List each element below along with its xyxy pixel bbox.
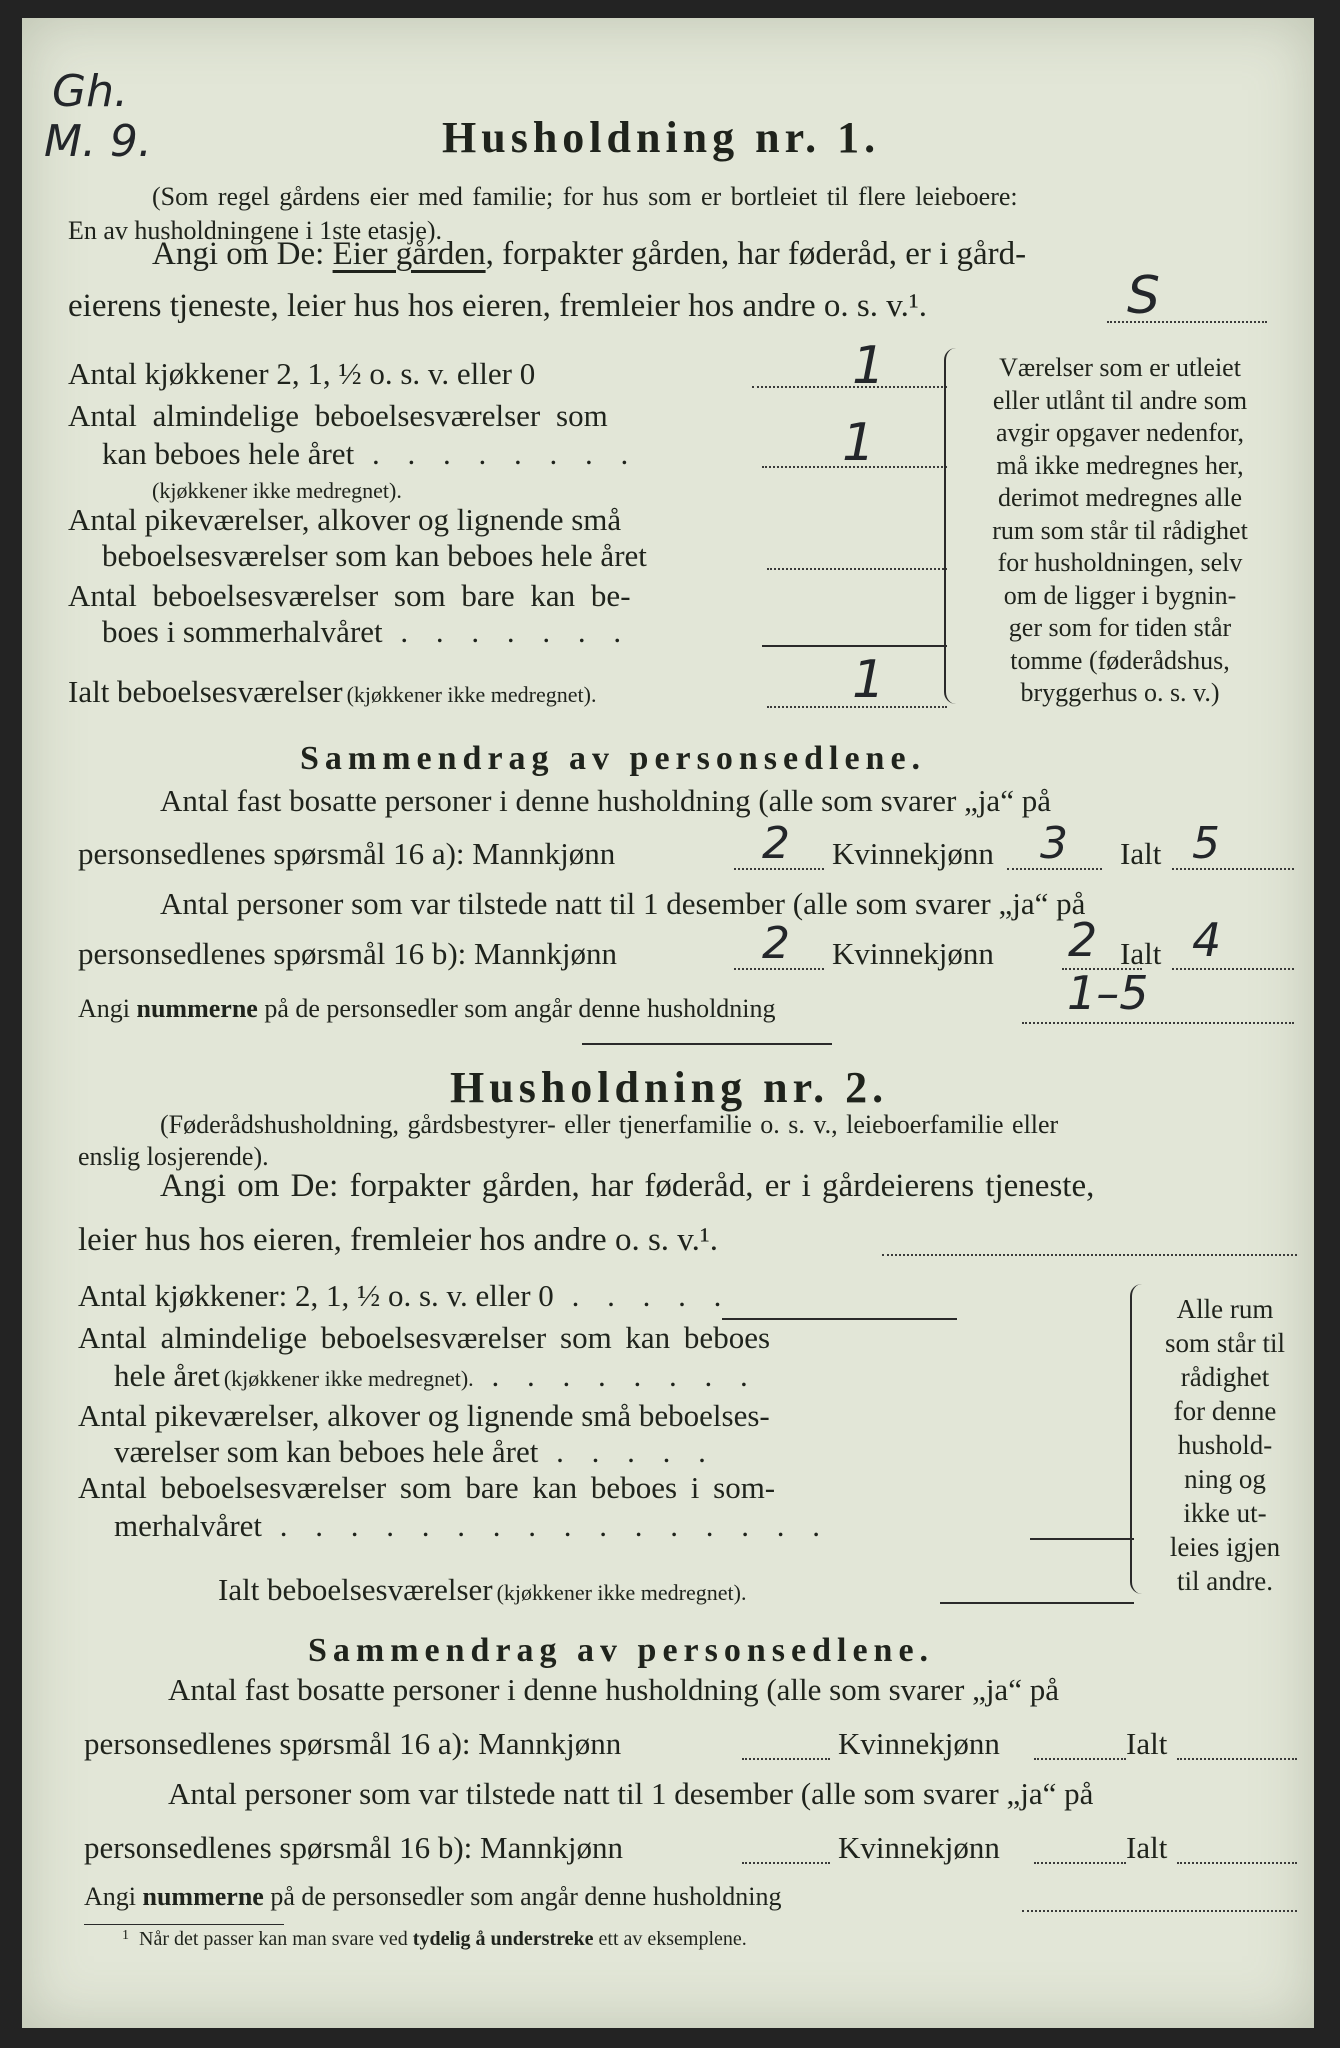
household-2-resident-male-line[interactable]	[742, 1758, 830, 1760]
household-2-present-total-label: Ialt	[1126, 1830, 1168, 1865]
household-2-ordinary-label-1: Antal almindelige beboelsesværelser som kan beboes	[78, 1320, 771, 1355]
household-2-title: Husholdning nr. 2.	[450, 1063, 889, 1112]
household-1-subtitle-line2: En av husholdningene i 1ste etasje).	[68, 216, 443, 245]
angi-answer: S	[1127, 266, 1161, 326]
kitchens-label: Antal kjøkkener 2, 1, ½ o. s. v. eller 0	[68, 356, 536, 391]
household-1-subtitle-line1: (Som regel gårdens eier med familie; for hus som er bortleiet til flere leieboere:	[152, 182, 1018, 211]
maid-rooms-answer-line[interactable]	[767, 568, 947, 570]
household-1-numbers-answer: 1–5	[1067, 966, 1149, 1020]
household-1-present-line1: Antal personer som var tilstede natt til 1 desember (alle som svarer „ja“ på	[160, 886, 1086, 921]
household-2-summer-label-1: Antal beboelsesværelser som bare kan beboes i som-	[78, 1470, 776, 1505]
household-2-angi-line2: leier hus hos eieren, fremleier hos andre o. s. v.¹.	[78, 1222, 719, 1258]
household-2-resident-total-label: Ialt	[1126, 1726, 1168, 1761]
household-2-present-male-line[interactable]	[742, 1862, 830, 1864]
present-male-answer: 2	[762, 918, 790, 969]
household-2-total-answer-line[interactable]	[940, 1602, 1134, 1604]
ordinary-rooms-note: (kjøkkener ikke medregnet).	[152, 478, 402, 503]
household-2-resident-total-line[interactable]	[1177, 1758, 1297, 1760]
present-total-line[interactable]	[1172, 968, 1294, 970]
household-2-subtitle-line1: (Føderådshusholdning, gårdsbestyrer- eller tjenerfamilie o. s. v., leieboerfamilie eller	[160, 1110, 1059, 1139]
household-2-present-line2: personsedlenes spørsmål 16 b): Mannkjønn	[84, 1830, 623, 1865]
kitchens-answer: 1	[852, 336, 886, 396]
household-1-title: Husholdning nr. 1.	[442, 113, 881, 162]
household-2-summer-answer-line[interactable]	[1030, 1538, 1134, 1540]
household-1-present-line2: personsedlenes spørsmål 16 b): Mannkjønn	[78, 936, 617, 971]
household-2-angi-answer-line[interactable]	[882, 1254, 1297, 1256]
ordinary-rooms-label-1: Antal almindelige beboelsesværelser som	[68, 398, 608, 433]
household-1-angi-line1: Angi om De: Eier gården, forpakter gården, har føderåd, er i gård-	[152, 236, 1027, 272]
ordinary-rooms-answer: 1	[842, 413, 876, 473]
household-2-side-brace	[1130, 1284, 1150, 1594]
household-2-present-female-label: Kvinnekjønn	[838, 1830, 1000, 1865]
maid-rooms-label-1: Antal pikeværelser, alkover og lignende små	[68, 502, 622, 537]
present-total-answer: 4	[1192, 913, 1222, 967]
household-2-present-line1: Antal personer som var tilstede natt til 1 desember (alle som svarer „ja“ på	[168, 1776, 1094, 1811]
household-1-summary-title: Sammendrag av personsedlene.	[300, 740, 927, 777]
household-2-present-female-line[interactable]	[1034, 1862, 1126, 1864]
household-2-total-row: Ialt beboelsesværelser (kjøkkener ikke medregnet).	[218, 1572, 747, 1607]
total-rooms-answer: 1	[852, 650, 886, 710]
corner-note-line2: M. 9.	[44, 116, 152, 167]
household-1-angi-line2: eierens tjeneste, leier hus hos eieren, fremleier hos andre o. s. v.¹.	[68, 288, 928, 324]
summer-rooms-answer-line[interactable]	[762, 645, 947, 647]
resident-male-answer: 2	[762, 818, 790, 869]
maid-rooms-label-2: beboelsesværelser som kan beboes hele året	[102, 538, 647, 573]
household-2-maid-label-1: Antal pikeværelser, alkover og lignende små beboelses-	[78, 1398, 770, 1433]
household-2-resident-female-label: Kvinnekjønn	[838, 1726, 1000, 1761]
summer-rooms-label-2: boes i sommerhalvåret . . . . . . .	[102, 614, 632, 649]
footnote-rule	[84, 1924, 284, 1925]
household-2-numbers-label: Angi nummerne på de personsedler som angår denne husholdning	[84, 1882, 782, 1911]
household-2-summary-title: Sammendrag av personsedlene.	[308, 1632, 935, 1669]
household-2-kitchens-label: Antal kjøkkener: 2, 1, ½ o. s. v. eller 0 . . . . .	[78, 1278, 732, 1313]
corner-note-line1: Gh.	[52, 66, 128, 117]
present-female-answer: 2	[1068, 913, 1098, 967]
present-total-label: Ialt	[1120, 936, 1162, 971]
census-form-page	[22, 18, 1314, 2028]
household-2-maid-label-2: værelser som kan beboes hele året . . . . .	[114, 1434, 716, 1469]
household-1-numbers-line[interactable]	[1022, 1022, 1294, 1024]
summer-rooms-label-1: Antal beboelsesværelser som bare kan be-	[68, 578, 631, 613]
household-2-angi-line1: Angi om De: forpakter gården, har føderåd, er i gårdeierens tjeneste,	[160, 1168, 1095, 1204]
resident-female-label: Kvinnekjønn	[832, 836, 994, 871]
ordinary-rooms-label-2: kan beboes hele året . . . . . . . .	[102, 436, 639, 471]
household-2-resident-female-line[interactable]	[1034, 1758, 1126, 1760]
household-1-side-note: Værelser som er utleiet eller utlånt til andre som avgir opgaver nedenfor, må ikke medregnes her, derimot medregnes alle rum som står til rådighet for husholdningen, selv om de ligger i bygnin- ger som for tiden står tomme (føderådshus, bryggerhus o. s. v.)	[992, 353, 1248, 707]
kitchens-answer-line[interactable]	[752, 386, 947, 388]
household-1-numbers-label: Angi nummerne på de personsedler som angår denne husholdning	[78, 994, 776, 1023]
resident-female-answer: 3	[1040, 818, 1068, 869]
household-2-resident-line2: personsedlenes spørsmål 16 a): Mannkjønn	[84, 1726, 622, 1761]
household-2-present-total-line[interactable]	[1177, 1862, 1297, 1864]
household-2-side-note: Alle rum som står til rådighet for denne hushold- ning og ikke ut- leies igjen til andre.	[1165, 1294, 1285, 1596]
household-2-numbers-line[interactable]	[1022, 1910, 1297, 1912]
household-1-resident-line1: Antal fast bosatte personer i denne husholdning (alle som svarer „ja“ på	[160, 783, 1051, 818]
footnote: $^1$ Når det passer kan man svare ved tydelig å understreke ett av eksemplene.	[122, 1928, 747, 1950]
household-2-ordinary-label-2: hele året (kjøkkener ikke medregnet). . . . . . . . .	[114, 1358, 758, 1393]
owner-underlined-choice: Eier gården	[332, 236, 486, 272]
present-female-label: Kvinnekjønn	[832, 936, 994, 971]
household-2-subtitle-line2: enslig losjerende).	[78, 1142, 269, 1171]
resident-total-answer: 5	[1192, 818, 1220, 869]
household-2-summer-label-2: merhalvåret . . . . . . . . . . . . . . . .	[114, 1508, 831, 1543]
resident-total-line[interactable]	[1172, 868, 1294, 870]
household-2-resident-line1: Antal fast bosatte personer i denne husholdning (alle som svarer „ja“ på	[168, 1672, 1059, 1707]
resident-total-label: Ialt	[1120, 836, 1162, 871]
household-1-resident-line2: personsedlenes spørsmål 16 a): Mannkjønn	[78, 836, 616, 871]
section-divider	[582, 1043, 832, 1045]
household-1-side-brace	[944, 348, 964, 704]
total-rooms-row: Ialt beboelsesværelser (kjøkkener ikke medregnet).	[68, 674, 597, 709]
